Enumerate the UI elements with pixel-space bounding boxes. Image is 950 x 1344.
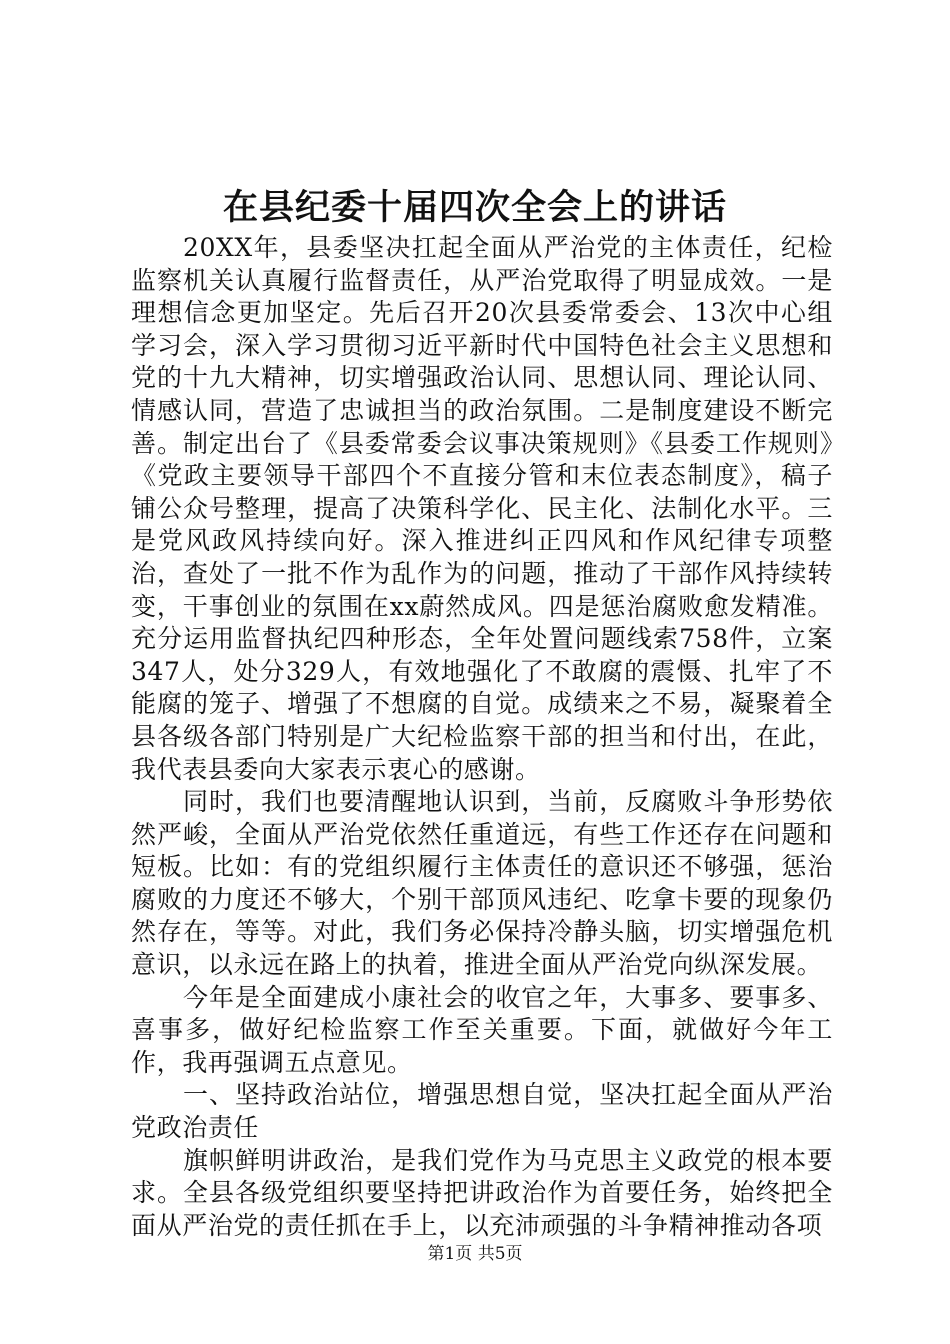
document-title: 在县纪委十届四次全会上的讲话 (222, 187, 727, 228)
paragraph-3: 今年是全面建成小康社会的收官之年，大事多、要事多、喜事多，做好纪检监察工作至关重要。下面，就做好今年工作，我再强调五点意见。 (131, 982, 833, 1077)
section-heading-1: 一、坚持政治站位，增强思想自觉，坚决扛起全面从严治党政治责任 (131, 1080, 833, 1143)
page-footer: 第1页 共5页 (427, 1244, 523, 1264)
paragraph-2: 同时，我们也要清醒地认识到，当前，反腐败斗争形势依然严峻，全面从严治党依然任重道远，有些工作还存在问题和短板。比如：有的党组织履行主体责任的意识还不够强，惩治腐败的力度还不够大，个别干部顶风违纪、吃拿卡要的现象仍然存在，等等。对此，我们务必保持冷静头脑，切实增强危机意识，以永远在路上的执着，推进全面从严治党向纵深发展。 (131, 787, 833, 980)
paragraph-4: 旗帜鲜明讲政治，是我们党作为马克思主义政党的根本要求。全县各级党组织要坚持把讲政治作为首要任务，始终把全面从严治党的责任抓在手上，以充沛顽强的斗争精神推动各项 (131, 1145, 833, 1240)
document-body (131, 232, 833, 1242)
paragraph-1: 20XX年，县委坚决扛起全面从严治党的主体责任，纪检监察机关认真履行监督责任，从严治党取得了明显成效。一是理想信念更加坚定。先后召开20次县委常委会、13次中心组学习会，深入学习贯彻习近平新时代中国特色社会主义思想和党的十九大精神，切实增强政治认同、思想认同、理论认同、情感认同，营造了忠诚担当的政治氛围。二是制度建设不断完善。制定出台了《县委常委会议事决策规则》《县委工作规则》《党政主要领导干部四个不直接分管和末位表态制度》，稿子铺公众号整理，提高了决策科学化、民主化、法制化水平。三是党风政风持续向好。深入推进纠正四风和作风纪律专项整治，查处了一批不作为乱作为的问题，推动了干部作风持续转变，干事创业的氛围在xx蔚然成风。四是惩治腐败愈发精准。充分运用监督执纪四种形态，全年处置问题线索758件，立案347人，处分329人，有效地强化了不敢腐的震慑、扎牢了不能腐的笼子、增强了不想腐的自觉。成绩来之不易，凝聚着全县各级各部门特别是广大纪检监察干部的担当和付出，在此，我代表县委向大家表示衷心的感谢。 (131, 233, 833, 784)
